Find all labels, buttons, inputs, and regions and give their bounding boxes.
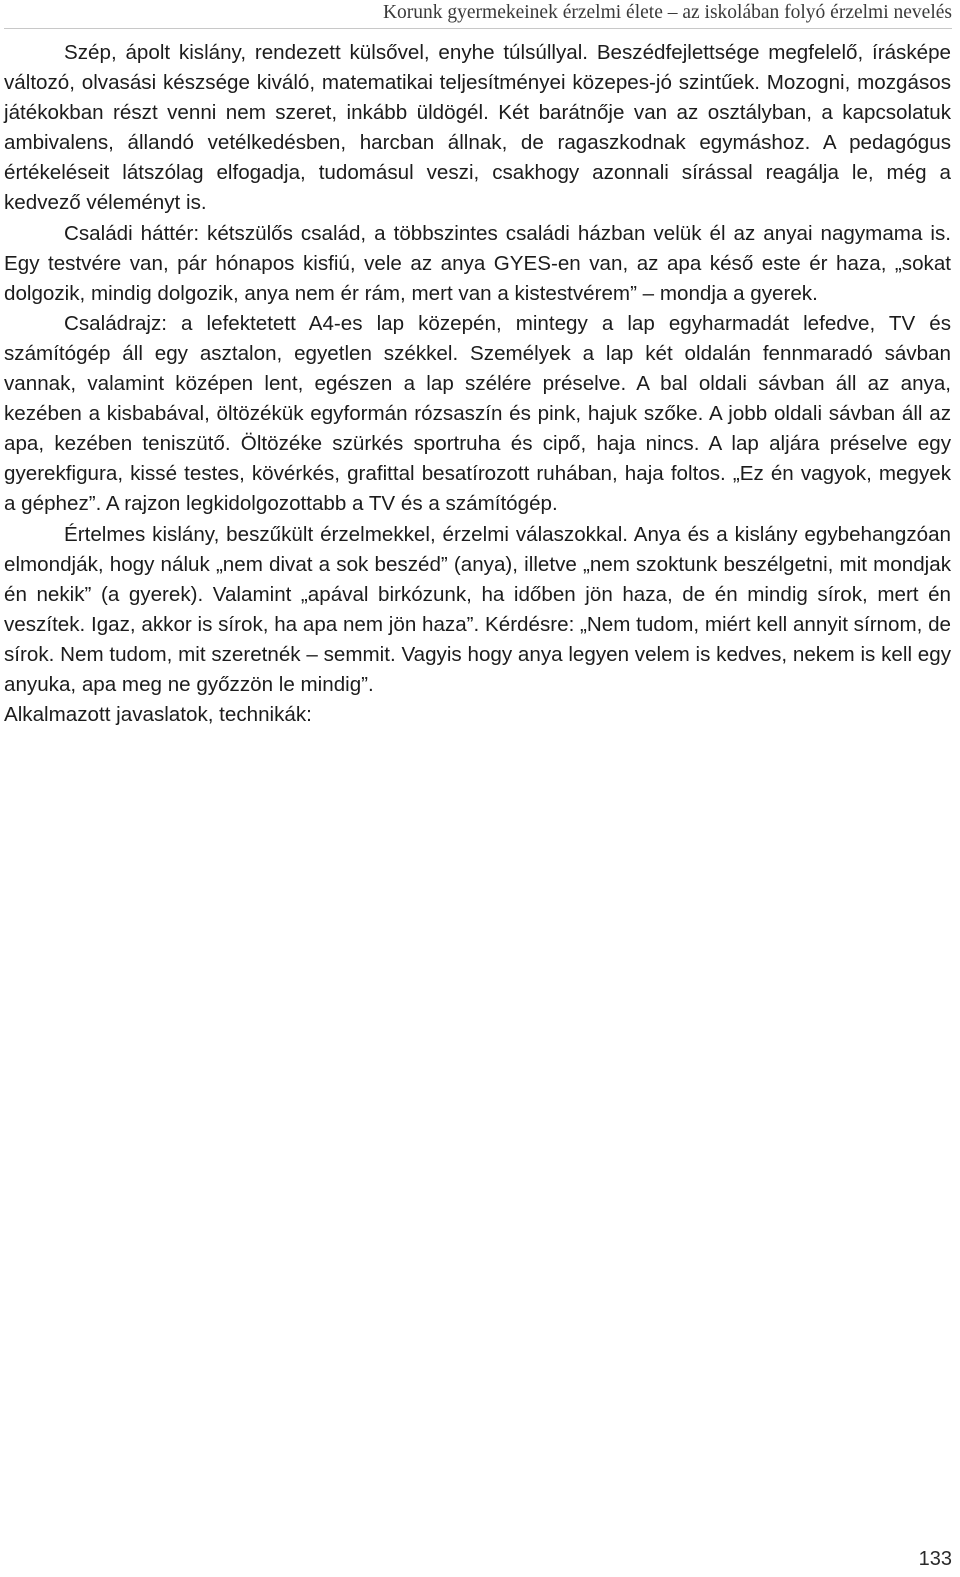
paragraph-techniques-heading: Alkalmazott javaslatok, technikák: — [4, 703, 312, 727]
paragraph-assessment: Értelmes kislány, beszűkült érzelmekkel, érzelmi válaszokkal. Anya és a kislány egybehangzóan elmondják, hogy náluk „nem divat a sok beszéd” (anya), illetve „nem szoktunk beszélgetni, mit mondjak én nekik” (a gyerek). Valamint „apával birkózunk, ha időben jön haza, de én mindig sírok, mert én veszítek. Igaz, akkor is sírok, ha apa nem jön haza”. Kérdésre: „Nem tudom, miért kell annyit sírnom, de sírok. Nem tudom, mit szeretnék – semmit. Vagyis hogy anya legyen velem is kedves, nekem is kell egy anyuka, apa meg ne győzzön le mindig”. — [4, 522, 951, 696]
page-number: 133 — [918, 1548, 952, 1570]
running-header: Korunk gyermekeinek érzelmi élete – az iskolában folyó érzelmi nevelés — [382, 2, 952, 23]
page-body — [4, 38, 951, 730]
header-divider — [4, 28, 952, 29]
paragraph-description: Szép, ápolt kislány, rendezett külsővel, enyhe túlsúllyal. Beszédfejlettsége megfelelő, írásképe változó, olvasási készsége kiváló, matematikai teljesítményei közepes-jó szintűek. Mozogni, mozgásos játékokban részt venni nem szeret, inkább üldögél. Két barátnője van az osztályban, a kapcsolatuk ambivalens, állandó vetélkedésben, harcban állnak, de ragaszkodnak egymáshoz. A pedagógus értékeléseit látszólag elfogadja, tudomásul veszi, csakhogy azonnali sírással reagálja le, még a kedvező véleményt is. — [4, 41, 951, 215]
paragraph-family-background: Családi háttér: kétszülős család, a többszintes családi házban velük él az anyai nagymama is. Egy testvére van, pár hónapos kisfiú, vele az anya GYES-en van, az apa késő este ér haza, „sokat dolgozik, mindig dolgozik, anya nem ér rám, mert van a kistestvérem” – mondja a gyerek. — [4, 221, 951, 305]
paragraph-family-drawing: Családrajz: a lefektetett A4-es lap közepén, mintegy a lap egyharmadát lefedve, TV és számítógép áll egy asztalon, egyetlen székkel. Személyek a lap két oldalán fennmaradó sávban vannak, valamint középen lent, egészen a lap szélére préselve. A bal oldali sávban áll az anya, kezében a kisbabával, öltözékük egyformán rózsaszín és pink, hajuk szőke. A jobb oldali sávban áll az apa, kezében teniszütő. Öltözéke szürkés sportruha és cipő, haja nincs. A lap aljára préselve egy gyerekfigura, kissé testes, kövérkés, grafittal besatírozott ruhában, haja foltos. „Ez én vagyok, megyek a géphez”. A rajzon legkidolgozottabb a TV és a számítógép. — [4, 311, 951, 516]
